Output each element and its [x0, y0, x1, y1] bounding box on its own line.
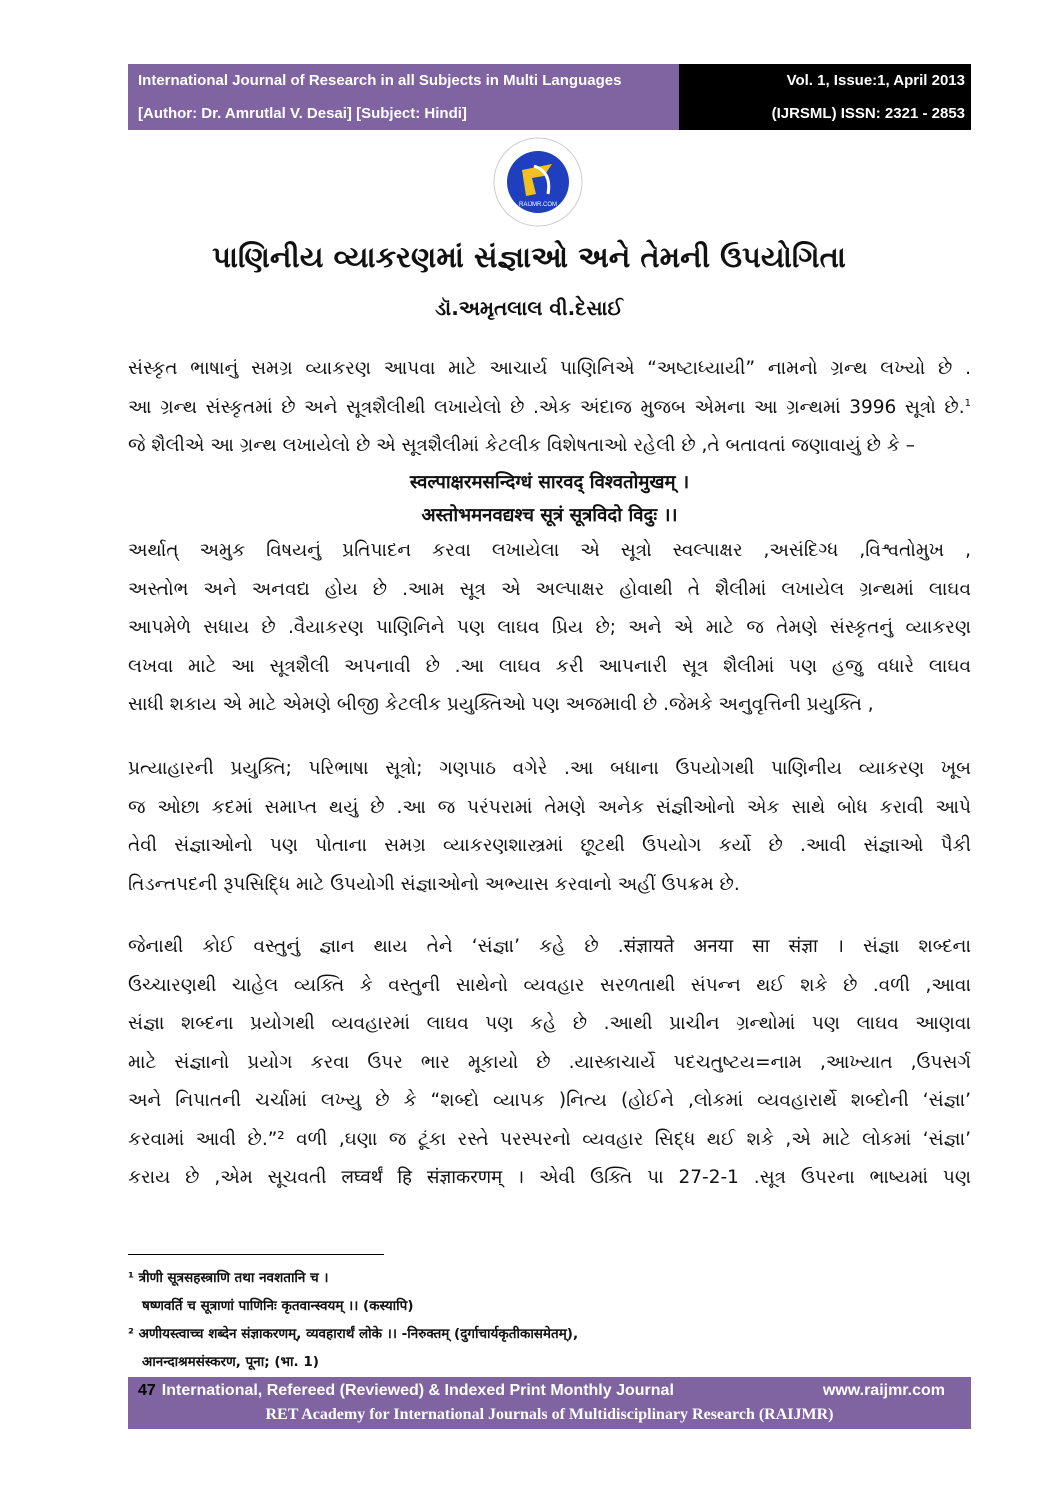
- text-line: અસ્તોભ અને અનવદ્ય હોય છે .આમ સૂત્ર એ અલ્પાક્ષર હોવાથી તે શૈલીમાં લખાયેલ ગ્રન્થમાં લાઘવ: [128, 578, 971, 600]
- text-line: જે શૈલીએ આ ગ્રન્થ લખાયેલો છે એ સૂત્રશૈલીમાં કેટલીક વિશેષતાઓ રહેલી છે ,તે બતાવતાં જણાવાયું છે કે –: [128, 435, 916, 456]
- journal-footer: [128, 1377, 971, 1429]
- journal-header: [128, 64, 971, 130]
- text-line: તેવી સંજ્ઞાઓનો પણ પોતાના સમગ્ર વ્યાકરણશાસ્ત્રમાં છૂટથી ઉપયોગ કર્યો છે .આવી સંજ્ઞાઓ પૈકી: [128, 835, 971, 856]
- text-line: સંજ્ઞા શબ્દના પ્રયોગથી વ્યવહારમાં લાઘવ પણ કહે છે .આથી પ્રાચીન ગ્રન્થોમાં પણ લાઘવ આણવા: [128, 1013, 971, 1034]
- footnote-2-cont: आनन्दाश्रमसंस्करण, पूना; (भा. 1): [142, 1354, 319, 1370]
- text-line: આ ગ્રન્થ સંસ્કૃતમાં છે અને સૂત્રશૈલીથી લખાયેલો છે .એક અંદાજ મુજબ એમના આ ગ્રન્થમાં 3996 સૂત્રો છે.: [128, 396, 965, 418]
- text-line: ઉચ્ચારણથી ચાહેલ વ્યક્તિ કે વસ્તુની સાથેનો વ્યવહાર સરળતાથી સંપન્ન થઈ શકે છે .વળી ,આવા: [128, 974, 971, 996]
- text-line: અર્થાત્ અમુક વિષયનું પ્રતિપાદન કરવા લખાયેલા એ સૂત્રો સ્વલ્પાક્ષર ,અસંદિગ્ધ ,વિશ્વતોમુખ ,: [128, 540, 971, 561]
- text-line: કરાય છે ,એમ સૂચવતી लघ्वर्थं हि संज्ञाकरणम् । એવી ઉક્તિ પા 27-2-1 .સૂત્ર ઉપરના ભાષ્યમાં પણ: [128, 1167, 971, 1188]
- text-line: કરવામાં આવી છે.”² વળી ,ઘણા જ ટૂંકા રસ્તે પરસ્પરનો વ્યવહાર સિદ્ધ થઈ શકે ,એ માટે લોકમાં ‘સંજ્ઞા’: [128, 1128, 971, 1150]
- footnote-2: ² अणीयस्त्वाच्च शब्देन संज्ञाकरणम्, व्यवहारार्थं लोके ।। -निरुक्तम् (दुर्गाचार्यकृतीकासमेतम्),: [128, 1326, 579, 1342]
- footer-academy: RET Academy for International Journals of Multidisciplinary Research (RAIJMR): [265, 1406, 834, 1423]
- footnote-1: ¹ त्रीणी सूत्रसहस्त्राणि तथा नवशतानि च ।: [128, 1270, 329, 1286]
- text-line: માટે સંજ્ઞાનો પ્રયોગ કરવા ઉપર ભાર મૂકાયો છે .યાસ્કાચાર્યે પદચતુષ્ટય=નામ ,આખ્યાત ,ઉપસર્ગ: [128, 1051, 971, 1073]
- volume-info: Vol. 1, Issue:1, April 2013: [786, 72, 965, 89]
- issn: (IJRSML) ISSN: 2321 - 2853: [771, 105, 965, 122]
- footer-url[interactable]: www.raijmr.com: [822, 1382, 945, 1399]
- article-author: ડૉ.અમૃતલાલ વી.દેસાઈ: [435, 296, 623, 320]
- author-subject: [Author: Dr. Amrutlal V. Desai] [Subject: Hindi]: [138, 105, 467, 122]
- verse-line: अस्तोभमनवद्यश्च सूत्रं सूत्रविदो विदुः ।।: [421, 504, 678, 526]
- paragraph-1: [128, 350, 971, 532]
- svg-text:RAIJMR.COM: RAIJMR.COM: [519, 202, 557, 208]
- verse-line: स्वल्पाक्षरमसन्दिग्धं सारवद् विश्वतोमुखम् ।: [409, 471, 690, 493]
- paragraph-3: [128, 750, 971, 904]
- footnote-divider: [128, 1254, 384, 1255]
- text-line: સાધી શકાય એ માટે એમણે બીજી કેટલીક પ્રયુક્તિઓ પણ અજમાવી છે .જેમકે અનુવૃત્તિની પ્રયુક્તિ ,: [128, 694, 874, 715]
- paragraph-2: [128, 532, 971, 725]
- text-line: જ ઓછા કદમાં સમાપ્ત થયું છે .આ જ પરંપરામાં તેમણે અનેક સંજ્ઞીઓનો એક સાથે બોધ કરાવી આપે: [128, 796, 971, 818]
- page-number: 47: [138, 1382, 156, 1399]
- journal-name: International Journal of Research in all Subjects in Multi Languages: [138, 72, 622, 89]
- footnote-1-cont: षष्णवर्ति च सूत्राणां पाणिनिः कृतवान्स्वयम् ।। (कस्यापि): [142, 1298, 414, 1314]
- article-title: પાણિનીય વ્યાકરણમાં સંજ્ઞાઓ અને તેમની ઉપયોગિતા: [212, 240, 846, 274]
- text-line: લખવા માટે આ સૂત્રશૈલી અપનાવી છે .આ લાઘવ કરી આપનારી સૂત્ર શૈલીમાં પણ હજુ વધારે લાઘવ: [128, 655, 971, 677]
- text-line: આપમેળે સધાય છે .વૈયાકરણ પાણિનિને પણ લાઘવ પ્રિય છે; અને એ માટે જ તેમણે સંસ્કૃતનું વ્યાકરણ: [128, 617, 971, 638]
- footer-journal: International, Refereed (Reviewed) & Indexed Print Monthly Journal: [161, 1382, 674, 1399]
- text-line: તિડન્તપદની રૂપસિદ્ધિ માટે ઉપયોગી સંજ્ઞાઓનો અભ્યાસ કરવાનો અહીં ઉપક્રમ છે.: [128, 873, 740, 895]
- text-line: જેનાથી કોઈ વસ્તુનું જ્ઞાન થાય તેને ‘સંજ્ઞા’ કહે છે .संज्ञायते अनया सा संज्ञा । સંજ્ઞા શબ્દના: [128, 936, 971, 957]
- text-line: અને નિપાતની ચર્ચામાં લખ્યુ છે કે “શબ્દો વ્યાપક )નિત્ય (હોઈને ,લોકમાં વ્યવહારાર્થે શબ્દોની ‘સંજ્ઞા’: [128, 1090, 971, 1111]
- text-line: પ્રત્યાહારની પ્રયુક્તિ; પરિભાષા સૂત્રો; ગણપાઠ વગેરે .આ બધાના ઉપયોગથી પાણિનીય વ્યાકરણ ખૂબ: [128, 758, 971, 779]
- footnote-ref[interactable]: 1: [964, 397, 971, 409]
- footnotes: [128, 1264, 971, 1376]
- paragraph-4: [128, 928, 971, 1198]
- raijmr-logo: [492, 136, 584, 228]
- text-line: સંસ્કૃત ભાષાનું સમગ્ર વ્યાકરણ આપવા માટે આચાર્ય પાણિનિએ “અષ્ટાધ્યાયી” નામનો ગ્રન્થ લખ્યો છે .: [128, 358, 971, 379]
